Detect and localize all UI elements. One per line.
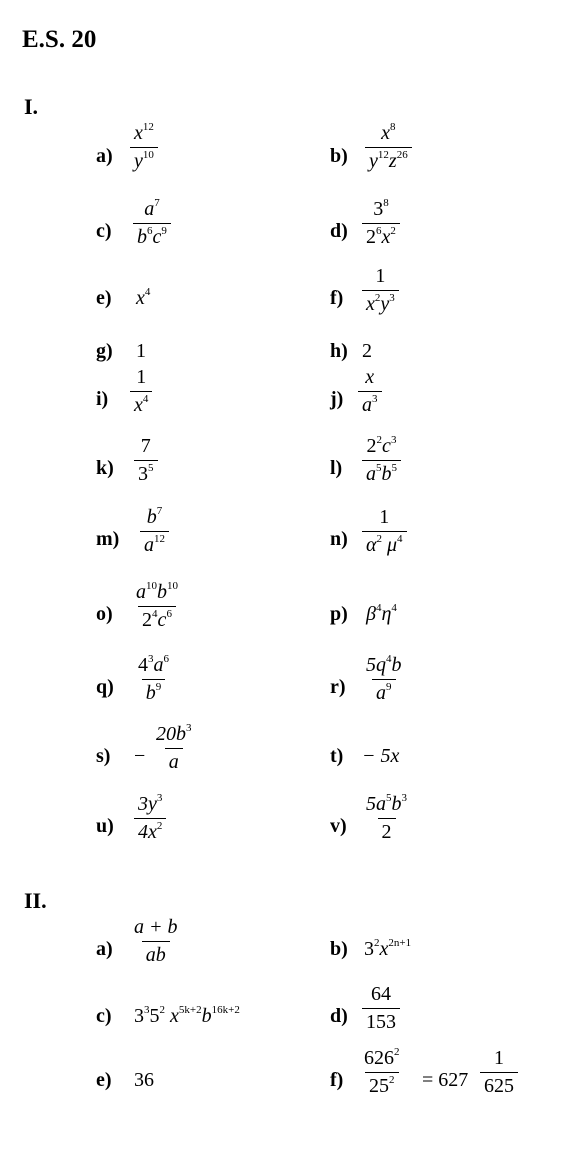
- item-1c-fraction: $\frac{a^7}{b^6c^9}$: [133, 198, 171, 249]
- item-2a-label: a): [96, 938, 113, 960]
- item-2f-label: f): [330, 1069, 344, 1091]
- item-1s-label: s): [96, 745, 111, 767]
- item-1n-fraction: $\frac{1}{\alpha^2 \mu^4}$: [362, 506, 407, 557]
- item-1l-fraction: $\frac{2^2c^3}{a^5b^5}$: [362, 435, 401, 486]
- item-2a-fraction: $\frac{a + b}{ab}$: [134, 916, 178, 966]
- item-1i-fraction: $\frac{1}{x^4}$: [130, 366, 152, 417]
- item-1q-label: q): [96, 676, 114, 698]
- item-1b-label: b): [330, 145, 348, 167]
- item-1n-label: n): [330, 528, 348, 550]
- item-1t-label: t): [330, 745, 344, 767]
- page-title: E.S. 20: [22, 26, 97, 53]
- item-2b-expression: $3^2x^{2n+1}$: [364, 937, 412, 960]
- item-1m-fraction: $\frac{b^7}{a^{12}}$: [140, 506, 169, 557]
- item-1d-label: d): [330, 220, 348, 242]
- item-1k-label: k): [96, 457, 114, 479]
- item-1o-label: o): [96, 603, 113, 625]
- item-1u-fraction: $\frac{3y^3}{4x^2}$: [134, 793, 166, 844]
- item-2b-label: b): [330, 938, 348, 960]
- item-1f-label: f): [330, 287, 344, 309]
- item-1c-label: c): [96, 220, 112, 242]
- item-2d-fraction: $\frac{64}{153}$: [362, 983, 400, 1034]
- item-2e-value: 36: [134, 1069, 154, 1091]
- item-1g-value: 1: [136, 340, 146, 362]
- item-1j-label: j): [330, 388, 344, 410]
- item-1r-label: r): [330, 676, 346, 698]
- item-2f-fraction: $\frac{626^2}{25^2}$: [364, 1046, 400, 1097]
- item-1a-label: a): [96, 145, 113, 167]
- item-1e-label: e): [96, 287, 112, 309]
- item-1p-expression: $\beta^4\eta^4$: [366, 602, 397, 625]
- item-1o-fraction: $\frac{a^{10}b^{10}}{2^4c^6}$: [136, 580, 178, 631]
- item-1v-label: v): [330, 815, 347, 837]
- item-1g-label: g): [96, 340, 113, 362]
- item-1u-label: u): [96, 815, 114, 837]
- item-1k-fraction: $\frac{7}{3^5}$: [134, 435, 158, 486]
- item-1s-fraction: $\frac{20b^3}{a}$: [156, 722, 192, 773]
- item-2c-expression: $3^35^2$ $x^{5k+2}b^{16k+2}$: [134, 1004, 240, 1027]
- item-2f-equals: = 627: [422, 1069, 469, 1091]
- item-1h-label: h): [330, 340, 348, 362]
- item-1v-fraction: $\frac{5a^5b^3}{2}$: [366, 792, 407, 843]
- item-1b-fraction: $\frac{x^8}{y^{12}z^{26}}$: [365, 122, 412, 173]
- item-1t-expression: − 5x: [362, 745, 400, 767]
- item-1i-label: i): [96, 388, 109, 410]
- item-2d-label: d): [330, 1005, 348, 1027]
- item-1r-fraction: $\frac{5q^4b}{a^9}$: [366, 653, 402, 704]
- item-2c-label: c): [96, 1005, 112, 1027]
- item-1a-fraction: $\frac{x^{12}}{y^{10}}$: [130, 122, 158, 173]
- item-1f-fraction: $\frac{1}{x^2y^3}$: [362, 265, 399, 316]
- item-1j-fraction: $\frac{x}{a^3}$: [358, 366, 382, 417]
- item-1h-value: 2: [362, 340, 372, 362]
- item-2e-label: e): [96, 1069, 112, 1091]
- item-1p-label: p): [330, 603, 348, 625]
- item-1m-label: m): [96, 528, 120, 550]
- item-2f-mixed-fraction: $\frac{1}{625}$: [480, 1047, 518, 1098]
- item-1q-fraction: $\frac{4^3a^6}{b^9}$: [138, 653, 169, 704]
- item-1d-fraction: $\frac{3^8}{2^6x^2}$: [362, 198, 400, 249]
- section-1-heading: I.: [24, 94, 39, 119]
- item-1e-expression: $x^4$: [136, 286, 151, 309]
- section-2-heading: II.: [24, 888, 47, 913]
- item-1s-sign: −: [134, 745, 146, 767]
- item-1l-label: l): [330, 457, 343, 479]
